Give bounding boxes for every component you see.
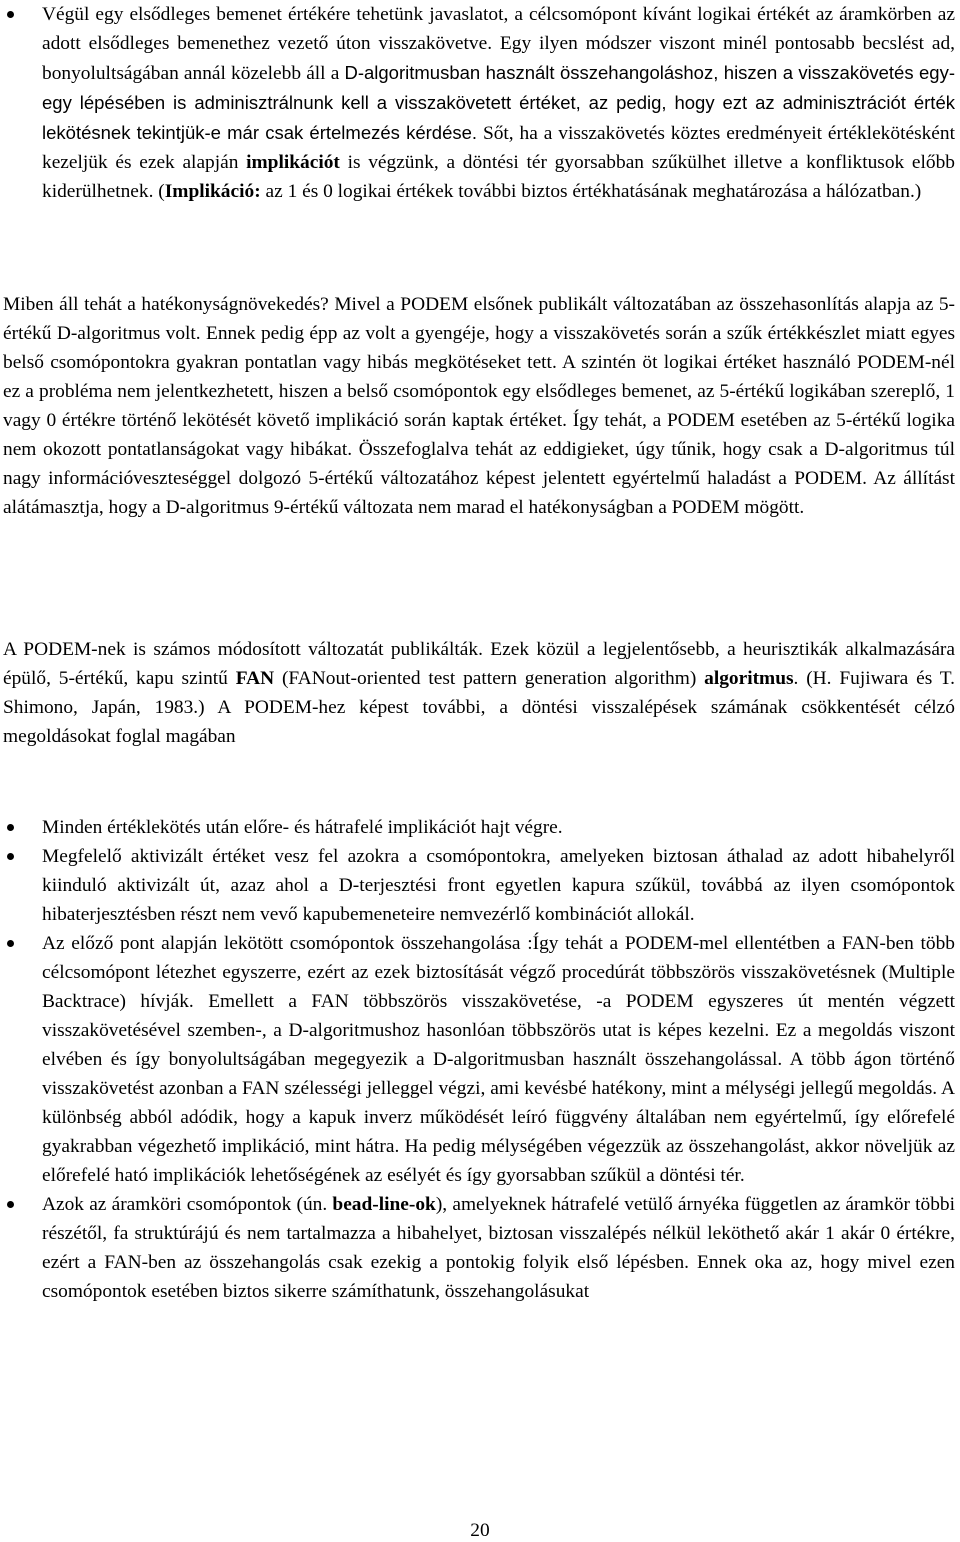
bold-term: FAN xyxy=(235,668,275,689)
bold-term: algoritmus xyxy=(704,668,794,689)
bullet-text: Azok az áramköri csomópontok (ún. xyxy=(42,1194,333,1215)
bullet-text: Sőt, ha a visszakövetés köztes eredményeit értéklekötésként kezeljük és ezek alapján xyxy=(42,123,955,173)
paragraph-efficiency: Miben áll tehát a hatékonyságnövekedés? Mivel a PODEM elsőnek publikált változatában az összehasonlítás alapja az 5-értékű D-algoritmus volt. Ennek pedig épp az volt a gyengéje, hogy a visszakövetés során a szűk értékkészlet miatt egyes belső csomópontokra gyakran pontatlan vagy hibás megkötéseket tett. A szintén öt logikai értéket használó PODEM-nél ez a probléma nem jelentkezhetett, hiszen a belső csomópontok egy elsődleges bemenet, az 5-értékű logikában szereplő, 1 vagy 0 értékre történő lekötését követő implikáció során kaptak értéket. Így tehát, a PODEM esetében az 5-értékű logika nem okozott pontatlanságokat vagy hibákat. Összefoglalva tehát az eddigieket, úgy tűnik, hogy csak a D-algoritmus túl nagy információveszteséggel dolgozó 5-értékű változatához képest jelentett egyértelmű haladást a PODEM. Az állítást alátámasztja, hogy a D-algoritmus 9-értékű változata nem marad el hatékonyságban a PODEM mögött. xyxy=(3,294,955,518)
paragraph-text: A PODEM-nek is számos módosított változatát publikálták. Ezek közül a legjelentősebb, a heurisztikák alkalmazására épülő, 5-értékű, kapu szintű xyxy=(3,639,955,689)
fan-features-list xyxy=(0,813,955,1306)
list-item xyxy=(0,1190,955,1306)
list-item xyxy=(0,929,955,1190)
bullet-icon xyxy=(7,11,14,18)
bullet-text: ), amelyeknek hátrafelé vetülő árnyéka független az áramkör többi részétől, fa struktúrájú és nem tartalmazza a hibahelyet, biztosan visszalépés nélkül leköthető akár 1 akár 0 értékre, ezért a FAN-ben az összehangolás csak ezekig a pontokig folyik első lépésben. Ennek oka az, hogy mivel ezen csomópontok esetében biztos sikerre számíthatunk, összehangolásukat xyxy=(42,1194,955,1302)
bold-term: bead-line-ok xyxy=(332,1194,436,1215)
bullet-text: Végül egy elsődleges bemenet értékére tehetünk javaslatot, a célcsomópont kívánt logikai értékét az áramkörben az adott elsődleges bemenethez vezető úton visszakövetve. Egy ilyen módszer viszont minél pontosabb becslést ad, bonyolultságában annál közelebb áll a xyxy=(42,4,955,84)
bullet-text: az 1 és 0 logikai értékek további biztos értékhatásának meghatározása a hálózatban.) xyxy=(260,181,922,202)
bullet-icon xyxy=(7,853,14,860)
paragraph-text: (FANout-oriented test pattern generation algorithm) xyxy=(274,668,705,689)
bullet-icon xyxy=(7,940,14,947)
bullet-text: Minden értéklekötés után előre- és hátrafelé implikációt hajt végre. xyxy=(42,817,563,838)
bullet-icon xyxy=(7,824,14,831)
list-item xyxy=(0,813,955,842)
bullet-text: is végzünk, a döntési tér gyorsabban szűkülhet illetve a konfliktusok előbb kiderülhetnek. ( xyxy=(42,152,955,202)
bullet-text-sans: D-algoritmusban használt összehangoláshoz, hiszen a visszakövetés egy-egy lépésében is adminisztrálnunk kell a visszakövetett értéket, az pedig, hogy ezt az adminisztrációt érték lekötésnek tekintjük-e már csak értelmezés kérdése. xyxy=(42,62,955,143)
list-item xyxy=(0,842,955,929)
bullet-text: Megfelelő aktivizált értéket vesz fel azokra a csomópontokra, amelyeken biztosan áthalad az adott hibahelyről kiinduló aktivizált út, azaz ahol a D-terjesztési front egyetlen kapura szűkül, továbbá az ilyen csomópontok hibaterjesztésben részt nem vevő kapubemeneteire nemvezérlő kombinációt allokál. xyxy=(42,846,955,925)
top-bullet-list xyxy=(0,0,955,206)
paragraph-fan xyxy=(3,635,955,751)
bullet-text: Az előző pont alapján lekötött csomópontok összehangolása :Így tehát a PODEM-mel ellentétben a FAN-ben több célcsomópont létezhet egyszerre, ezért az ezek biztosítását végző procedúrát többszörös visszakövetésnek (Multiple Backtrace) hívják. Emellett a FAN többszörös visszakövetése, -a PODEM egyszeres út mentén végzett visszakövetésével szemben-, a D-algoritmushoz hasonlóan többszörös utat is képes kezelni. Ez a megoldás viszont elvében és így bonyolultságában megegyezik a D-algoritmusban használt összehangolással. A több ágon történő visszakövetést azonban a FAN szélességi jelleggel végzi, ami kevésbé hatékony, mint a mélységi jellegű megoldás. A különbség abból adódik, hogy a kapuk inverz működését leíró függvény általában nem egyértelmű, így előrefelé gyakrabban végezhető implikáció, mint hátra. Ha pedig mélységében végezzük az összehangolást, akkor növeljük az előrefelé ható implikációk lehetőségének az esélyét és így gyorsabban szűkül a döntési tér. xyxy=(42,933,955,1186)
bullet-icon xyxy=(7,1201,14,1208)
bold-term: implikációt xyxy=(246,152,340,173)
bold-term: Implikáció: xyxy=(164,181,261,202)
paragraph-text: . (H. Fujiwara és T. Shimono, Japán, 1983.) A PODEM-hez képest további, a döntési visszalépések számának csökkentését célzó megoldásokat foglal magában xyxy=(3,668,955,747)
list-item xyxy=(0,0,955,206)
page-number: 20 xyxy=(470,1520,490,1541)
